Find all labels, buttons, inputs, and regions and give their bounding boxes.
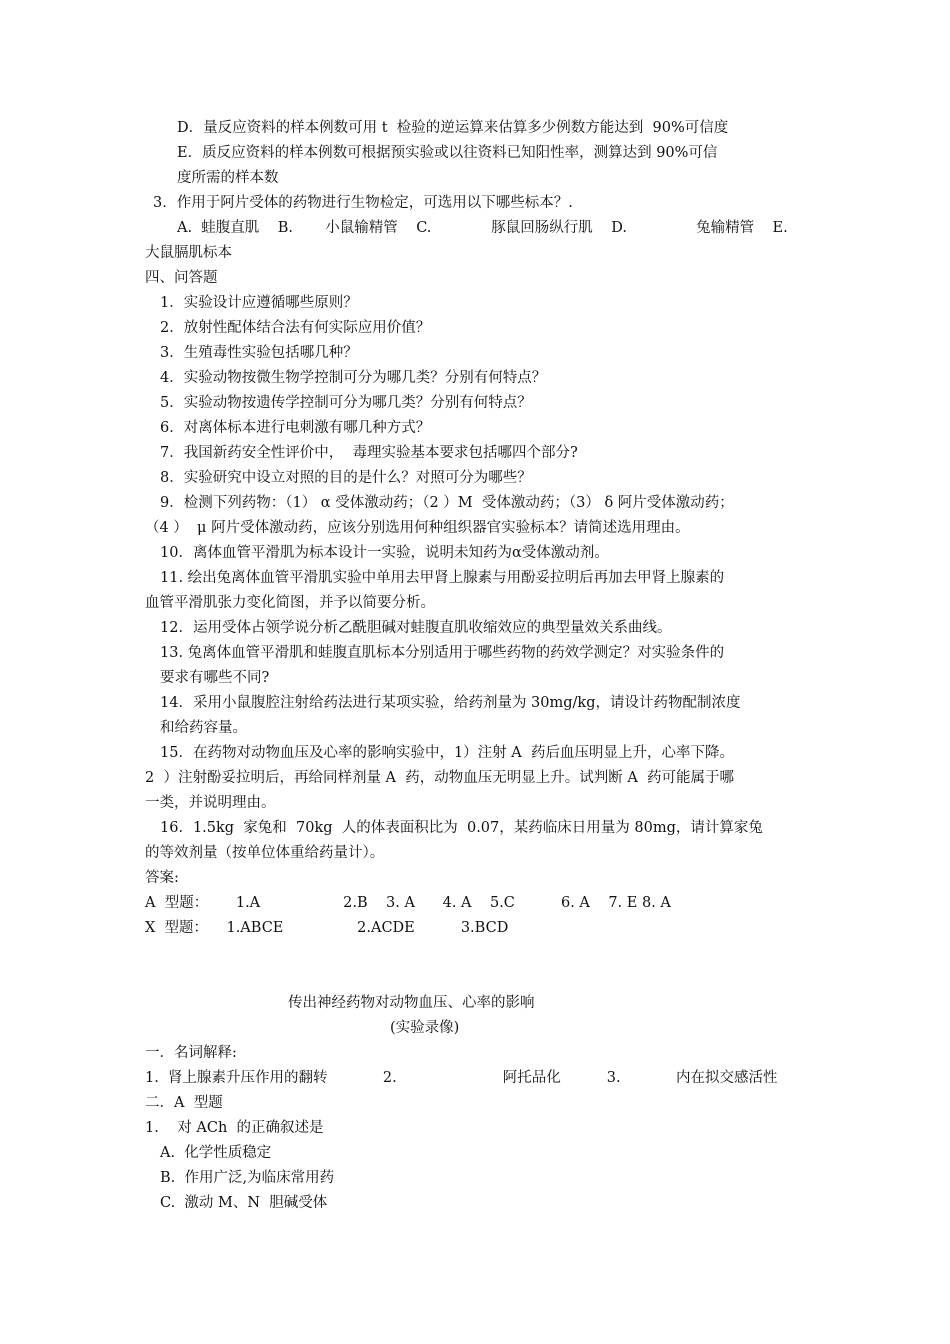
- question-3-options-cont: 大鼠膈肌标本: [145, 245, 232, 261]
- essay-question: 15．在药物对动物血压及心率的影响实验中，1）注射 A 药后血压明显上升，心率下降。: [160, 745, 734, 761]
- term-list: 1. 肾上腺素升压作用的翻转 2. 阿托品化 3. 内在拟交感活性: [145, 1070, 778, 1086]
- option-e-cont: 度所需的样本数: [177, 170, 279, 186]
- essay-question: 14．采用小鼠腹腔注射给药法进行某项实验，给药剂量为 30mg/kg，请设计药物配制浓度: [160, 695, 741, 711]
- essay-question: 7．我国新药安全性评价中， 毒理实验基本要求包括哪四个部分?: [160, 445, 578, 461]
- answers-a-type: A 型题： 1.A 2.B 3. A 4. A 5.C 6. A 7. E 8. A: [145, 895, 671, 911]
- essay-question: 6．对离体标本进行电刺激有哪几种方式？: [160, 420, 431, 436]
- essay-question: 5．实验动物按遗传学控制可分为哪几类？分别有何特点？: [160, 395, 532, 411]
- essay-question: 13. 兔离体血管平滑肌和蛙腹直肌标本分别适用于哪些药物的药效学测定？对实验条件的: [160, 645, 725, 661]
- answers-heading: 答案:: [145, 870, 179, 886]
- essay-question-cont: 和给药容量。: [160, 720, 247, 736]
- essay-question-cont: 一类，并说明理由。: [145, 795, 276, 811]
- mcq-option: B. 作用广泛,为临床常用药: [160, 1170, 335, 1186]
- essay-question: 8．实验研究中设立对照的目的是什么？对照可分为哪些？: [160, 470, 532, 486]
- essay-question-cont: 血管平滑肌张力变化简图，并予以简要分析。: [145, 595, 435, 611]
- option-e: E．质反应资料的样本例数可根据预实验或以往资料已知阳性率，测算达到 90%可信: [177, 145, 718, 161]
- essay-question: 16．1.5kg 家兔和 70kg 人的体表面积比为 0.07，某药临床日用量为 80mg，请计算家兔: [160, 820, 763, 836]
- essay-question: 9．检测下列药物：（1） α 受体激动药；（2 ）M 受体激动药；（3） δ 阿片受体激动药；: [160, 495, 734, 511]
- chapter-subtitle: (实验录像): [390, 1020, 460, 1036]
- essay-question-cont: 2 ）注射酚妥拉明后，再给同样剂量 A 药，动物血压无明显上升。试判断 A 药可能属于哪: [145, 770, 735, 786]
- essay-question-cont: （4 ） μ 阿片受体激动药，应该分别选用何种组织器官实验标本？请简述选用理由。: [145, 520, 690, 536]
- essay-question-cont: 要求有哪些不同?: [160, 670, 270, 686]
- essay-question: 1．实验设计应遵循哪些原则？: [160, 295, 358, 311]
- mcq-option: A. 化学性质稳定: [160, 1145, 272, 1161]
- essay-question: 10．离体血管平滑肌为标本设计一实验，说明未知药为α受体激动剂。: [160, 545, 609, 561]
- section-heading: 四、问答题: [145, 270, 218, 286]
- essay-question: 3．生殖毒性实验包括哪几种？: [160, 345, 358, 361]
- essay-question-cont: 的等效剂量（按单位体重给药量计）。: [145, 845, 385, 861]
- chapter-title: 传出神经药物对动物血压、心率的影响: [288, 995, 535, 1011]
- essay-question: 12．运用受体占领学说分析乙酰胆碱对蛙腹直肌收缩效应的典型量效关系曲线。: [160, 620, 672, 636]
- essay-question: 4．实验动物按微生物学控制可分为哪几类？分别有何特点？: [160, 370, 547, 386]
- mcq-option: C. 激动 M、N 胆碱受体: [160, 1195, 328, 1211]
- section-heading: 一．名词解释:: [145, 1045, 237, 1061]
- option-d: D．量反应资料的样本例数可用 t 检验的逆运算来估算多少例数方能达到 90%可信度: [177, 120, 729, 136]
- question-3-options: A. 蛙腹直肌 B. 小鼠输精管 C. 豚鼠回肠纵行肌 D. 兔输精管 E.: [177, 220, 788, 236]
- question-3: 3．作用于阿片受体的药物进行生物检定，可选用以下哪些标本？.: [153, 195, 573, 211]
- essay-question: 11. 绘出兔离体血管平滑肌实验中单用去甲肾上腺素与用酚妥拉明后再加去甲肾上腺素的: [160, 570, 725, 586]
- section-heading: 二．A 型题: [145, 1095, 223, 1111]
- answers-x-type: X 型题： 1.ABCE 2.ACDE 3.BCD: [145, 920, 509, 936]
- mcq-question: 1. 对 ACh 的正确叙述是: [145, 1120, 324, 1136]
- essay-question: 2．放射性配体结合法有何实际应用价值？: [160, 320, 431, 336]
